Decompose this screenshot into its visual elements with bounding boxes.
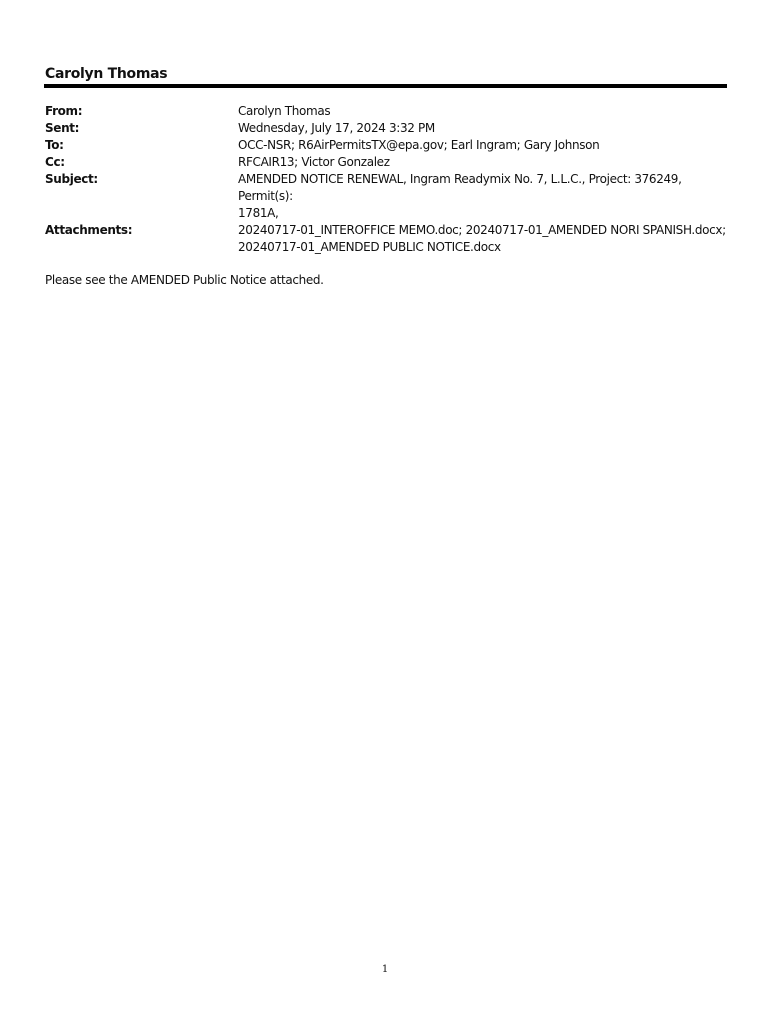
attachments-value: 20240717-01_INTEROFFICE MEMO.doc; 20240717-01_AMENDED NORI SPANISH.docx; 20240717-01_AMENDED PUBLIC NOTICE.docx [238, 223, 726, 254]
heading-divider [44, 84, 727, 88]
sent-value: Wednesday, July 17, 2024 3:32 PM [238, 121, 435, 135]
header-row-to [45, 137, 735, 154]
header-row-subject [45, 171, 735, 222]
cc-value: RFCAIR13; Victor Gonzalez [238, 155, 390, 169]
header-row-attachments [45, 222, 735, 256]
header-row-sent [45, 120, 735, 137]
email-header-table [45, 103, 735, 256]
cc-label: Cc: [45, 155, 65, 169]
page-number: 1 [381, 964, 389, 975]
email-body: Please see the AMENDED Public Notice attached. [45, 273, 324, 287]
from-label: From: [45, 104, 83, 118]
header-row-from [45, 103, 735, 120]
to-value: OCC-NSR; R6AirPermitsTX@epa.gov; Earl Ingram; Gary Johnson [238, 138, 600, 152]
subject-label: Subject: [45, 172, 98, 186]
sent-label: Sent: [45, 121, 80, 135]
subject-value: AMENDED NOTICE RENEWAL, Ingram Readymix No. 7, L.L.C., Project: 376249, Permit(s): 1781A, [238, 172, 682, 220]
from-value: Carolyn Thomas [238, 104, 331, 118]
header-row-cc [45, 154, 735, 171]
sender-heading: Carolyn Thomas [45, 66, 168, 82]
to-label: To: [45, 138, 64, 152]
attachments-label: Attachments: [45, 223, 133, 237]
